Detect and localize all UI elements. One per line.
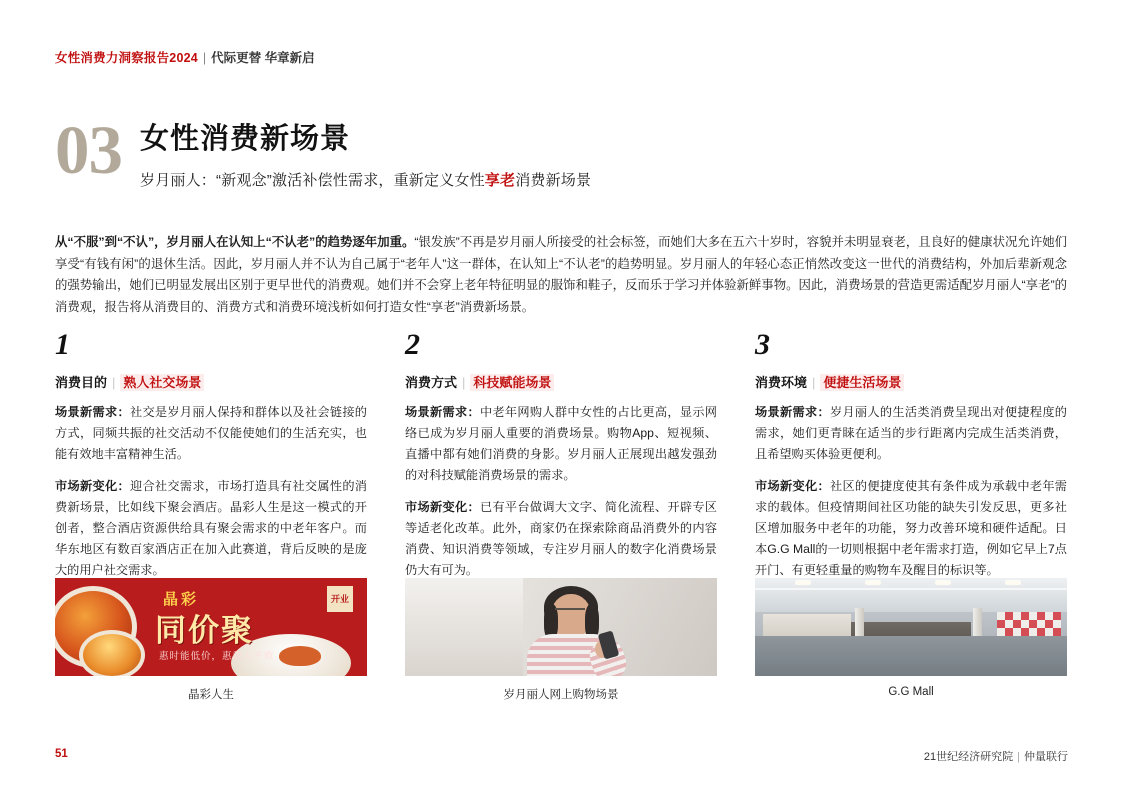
- food-bowl-small-shape: [79, 630, 145, 676]
- photo-block-2: [405, 578, 717, 702]
- paragraph-text: 社区的便捷度使其有条件成为承载中老年需求的载体。但疫情期间社区功能的缺失引发反思，更多社区增加服务中老年的功能，努力改善环境和硬件适配。日本G.G Mall的一切则根据中老年需求打造，例如它早上7点开门、有更轻重量的购物车及醒目的标识等。: [755, 479, 1067, 577]
- section-heading: [55, 112, 592, 190]
- column-header-value: 便捷生活场景: [820, 374, 904, 391]
- background-blur-shape: [405, 578, 523, 676]
- person-glasses-shape: [555, 608, 585, 618]
- paragraph-label: 市场新变化：: [755, 479, 830, 493]
- column-paragraph: [55, 402, 367, 465]
- header-subtitle: 代际更替 华章新启: [211, 51, 315, 65]
- ceiling-lamp-icon: [795, 580, 811, 585]
- header-separator: |: [202, 51, 207, 65]
- section-subtitle-before: 岁月丽人：“新观念”激活补偿性需求，重新定义女性: [140, 171, 485, 189]
- photo-woman-with-phone: [405, 578, 717, 676]
- photo-stamp-badge: 开业: [327, 586, 353, 612]
- footer-credit-divider: |: [1017, 751, 1020, 763]
- page-number: 51: [55, 748, 68, 760]
- column-header: [405, 372, 717, 391]
- intro-paragraph: [55, 232, 1067, 318]
- paragraph-label: 场景新需求：: [755, 405, 830, 419]
- paragraph-label: 市场新变化：: [55, 479, 130, 493]
- column-number: 1: [55, 328, 70, 361]
- photo-caption: G.G Mall: [888, 686, 934, 698]
- column-paragraph: [405, 497, 717, 581]
- photos-container: [55, 578, 1067, 702]
- column-header-key: 消费环境: [755, 375, 808, 390]
- column-paragraph: [405, 402, 717, 486]
- photo-text-top: 晶彩: [163, 592, 200, 608]
- footer-credit-left: 21世纪经济研究院: [923, 751, 1014, 763]
- column-header-value: 科技赋能场景: [470, 374, 554, 391]
- photo-block-3: [755, 578, 1067, 702]
- column-paragraph: [55, 476, 367, 581]
- intro-lead: 从“不服”到“不认”，岁月丽人在认知上“不认老”的趋势逐年加重。: [55, 235, 415, 249]
- section-title: 女性消费新场景: [140, 123, 351, 155]
- column-number: 3: [755, 328, 770, 361]
- paragraph-text: 岁月丽人的生活类消费呈现出对便捷程度的需求，她们更青睐在适当的步行距离内完成生活类消费，且希望购买体验更便利。: [755, 405, 1067, 461]
- page-header: [55, 52, 315, 65]
- ceiling-lamp-icon: [1005, 580, 1021, 585]
- column-1: [55, 330, 367, 592]
- section-subtitle-highlight: 享老: [484, 171, 516, 189]
- report-brand-title: 女性消费力洞察报告2024: [55, 51, 198, 65]
- section-number: 03: [55, 112, 122, 188]
- paragraph-text: 迎合社交需求，市场打造具有社交属性的消费新场景，比如线下聚会酒店。晶彩人生是这一模式的开创者，整合酒店资源供给具有聚会需求的中老年客户。而华东地区有数百家酒店正在加入此赛道，背后反映的是庞大的用户社交需求。: [55, 479, 367, 577]
- column-header-key: 消费方式: [405, 375, 458, 390]
- paragraph-text: 社交是岁月丽人保持和群体以及社会链接的方式，同频共振的社交活动不仅能使她们的生活充实，也能有效地丰富精神生活。: [55, 405, 367, 461]
- column-header-bar: |: [462, 375, 466, 390]
- photo-caption: 岁月丽人网上购物场景: [503, 689, 619, 701]
- column-header-bar: |: [812, 375, 816, 390]
- paragraph-text: 中老年网购人群中女性的占比更高，显示网络已成为岁月丽人重要的消费场景。购物App、短视频、直播中都有她们消费的身影。岁月丽人正展现出越发强劲的对科技赋能消费场景的需求。: [405, 405, 717, 482]
- paragraph-label: 场景新需求：: [55, 405, 130, 419]
- food-sauce-shape: [279, 646, 321, 666]
- photo-block-1: [55, 578, 367, 702]
- photo-jingcai-promo: [55, 578, 367, 676]
- column-2: [405, 330, 717, 592]
- footer-credit-right: 仲量联行: [1024, 751, 1068, 763]
- column-header-value: 熟人社交场景: [120, 374, 204, 391]
- intro-body: “银发族”不再是岁月丽人所接受的社会标签，而她们大多在五六十岁时，容貌并未明显衰老，且良好的健康状况允许她们享受“有钱有闲”的退休生活。因此，岁月丽人并不认为自己属于“老年人”这一群体，在认知上“不认老”的趋势明显。岁月丽人的年轻心态正悄然改变这一世代的消费结构，外加后辈新观念的强势输出，她们已明显发展出区别于更早世代的消费观。她们并不会穿上老年特征明显的服饰和鞋子，反而乐于学习并体验新鲜事物。因此，消费场景的营造更需适配岁月丽人“享老”的消费观，报告将从消费目的、消费方式和消费环境浅析如何打造女性“享老”消费新场景。: [55, 235, 1067, 314]
- column-header: [755, 372, 1067, 391]
- ceiling-lamp-icon: [865, 580, 881, 585]
- section-subtitle-after: 消费新场景: [515, 171, 592, 189]
- photo-gg-mall-interior: [755, 578, 1067, 676]
- photo-text-main: 同价聚: [155, 613, 254, 648]
- section-subtitle: [140, 169, 591, 190]
- ceiling-lamp-icon: [935, 580, 951, 585]
- column-header: [55, 372, 367, 391]
- footer-credits: [924, 748, 1068, 764]
- paragraph-text: 已有平台做调大文字、简化流程、开辟专区等适老化改革。此外，商家仍在探索除商品消费外的内容消费、知识消费等领域，专注岁月丽人的数字化消费场景仍大有可为。: [405, 500, 717, 577]
- section-text-block: [140, 118, 591, 190]
- columns-container: [55, 330, 1067, 592]
- mall-ceiling-line-shape: [755, 588, 1067, 590]
- column-header-bar: |: [112, 375, 116, 390]
- column-paragraph: [755, 476, 1067, 581]
- photo-text-bottom: 惠时能低价，惠敌人不败: [159, 651, 275, 662]
- column-header-key: 消费目的: [55, 375, 108, 390]
- paragraph-label: 市场新变化：: [405, 500, 480, 514]
- photo-caption: 晶彩人生: [188, 689, 234, 701]
- column-paragraph: [755, 402, 1067, 465]
- column-number: 2: [405, 328, 420, 361]
- mall-floor-shape: [755, 636, 1067, 676]
- column-3: [755, 330, 1067, 592]
- paragraph-label: 场景新需求：: [405, 405, 480, 419]
